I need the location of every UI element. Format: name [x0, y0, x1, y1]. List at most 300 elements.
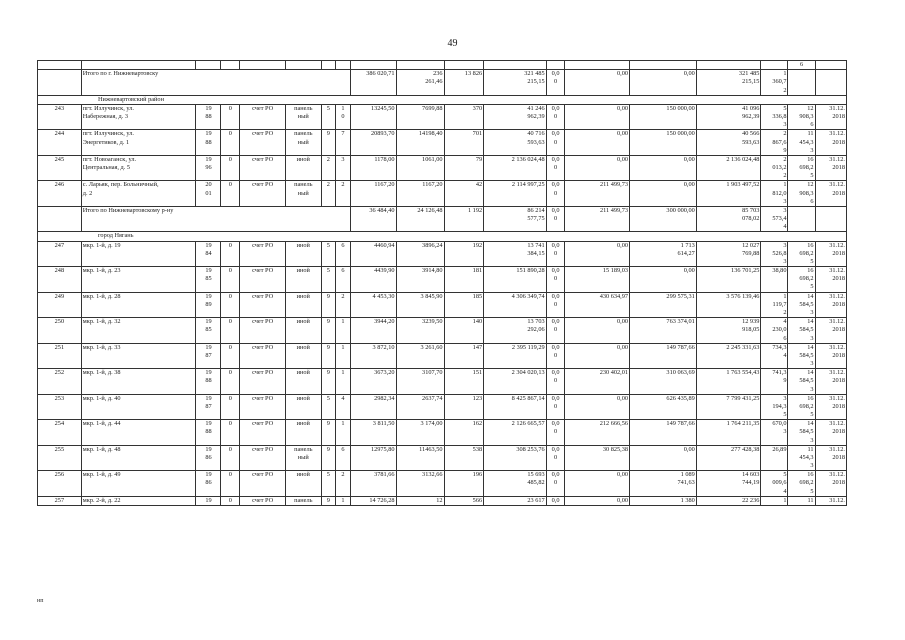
table-row — [38, 471, 847, 497]
cell-wall: панель ный — [286, 181, 321, 207]
cell-addr: пгт. Излучинск, ул. Энергетиков, д. 1 — [81, 130, 196, 156]
cell-num: 252 — [38, 369, 82, 395]
cell-f4: 1 763 554,43 — [696, 369, 761, 395]
cell-acc: счет РО — [240, 292, 286, 318]
cell-ent: 3 — [336, 155, 351, 181]
header-row — [38, 61, 847, 70]
cell-addr: пгт. Новоаганск, ул. Центральная, д. 5 — [81, 155, 196, 181]
cell-due: 31.12. 2018 — [815, 343, 846, 369]
cell-f2: 0,00 — [565, 471, 630, 497]
cell-v7: 300 000,00 — [630, 206, 697, 232]
cell-a2: 3 261,60 — [396, 343, 444, 369]
cell-f4: 41 096 962,39 — [696, 104, 761, 130]
cell-f4: 12 939 918,05 — [696, 318, 761, 344]
cell-wall: иной — [286, 420, 321, 446]
empty-cell — [38, 70, 82, 96]
cell-u2: 12 908,3 6 — [788, 104, 815, 130]
cell-cost: 2 395 119,29 — [484, 343, 547, 369]
table-row — [38, 155, 847, 181]
section-title-row — [38, 232, 847, 241]
table-row — [38, 343, 847, 369]
cell-u2: 14 584,5 3 — [788, 420, 815, 446]
cell-res: 181 — [444, 267, 484, 293]
cell-v3: 13 826 — [444, 70, 484, 96]
cell-fl: 9 — [321, 496, 336, 505]
cell-num: 249 — [38, 292, 82, 318]
column-number: 6 — [788, 61, 815, 70]
cell-f3: 0,00 — [630, 267, 697, 293]
cell-f3: 310 063,69 — [630, 369, 697, 395]
section-title: город Нягань — [38, 232, 847, 241]
cell-num: 255 — [38, 445, 82, 471]
table-row — [38, 394, 847, 420]
cell-u2: 16 698,2 5 — [788, 394, 815, 420]
cell-year: 19 88 — [196, 130, 221, 156]
cell-v3: 1 192 — [444, 206, 484, 232]
cell-f2: 30 825,38 — [565, 445, 630, 471]
cell-cost: 15 693 485,82 — [484, 471, 547, 497]
cell-z: 0 — [221, 267, 240, 293]
cell-fl: 5 — [321, 104, 336, 130]
cell-res: 79 — [444, 155, 484, 181]
cell-v6: 211 499,73 — [565, 206, 630, 232]
cell-v8: 85 703 078,02 — [696, 206, 761, 232]
cell-num: 246 — [38, 181, 82, 207]
cell-fl: 2 — [321, 155, 336, 181]
cell-f2: 230 402,01 — [565, 369, 630, 395]
cell-due: 31.12. 2018 — [815, 471, 846, 497]
cell-v5: 0,0 0 — [546, 206, 565, 232]
cell-f3: 299 575,31 — [630, 292, 697, 318]
cell-res: 42 — [444, 181, 484, 207]
cell-f3: 150 000,00 — [630, 104, 697, 130]
cell-wall: иной — [286, 343, 321, 369]
cell-z: 0 — [221, 155, 240, 181]
cell-year: 19 89 — [196, 292, 221, 318]
total-label: Итого по г. Нижневартовску — [81, 70, 350, 96]
table-row — [38, 130, 847, 156]
cell-addr: мкр. 1-й, д. 28 — [81, 292, 196, 318]
cell-v8: 321 485 215,15 — [696, 70, 761, 96]
cell-a1: 3673,20 — [350, 369, 396, 395]
cell-addr: мкр. 1-й, д. 32 — [81, 318, 196, 344]
cell-cost: 4 306 349,74 — [484, 292, 547, 318]
cell-f1: 0,0 0 — [546, 318, 565, 344]
cell-year: 20 01 — [196, 181, 221, 207]
cell-ent: 2 — [336, 181, 351, 207]
cell-u2: 14 584,5 3 — [788, 369, 815, 395]
cell-due: 31.12. 2018 — [815, 104, 846, 130]
cell-z: 0 — [221, 369, 240, 395]
cell-f4: 277 428,38 — [696, 445, 761, 471]
cell-num: 250 — [38, 318, 82, 344]
table-row — [38, 241, 847, 267]
cell-v2: 24 126,48 — [396, 206, 444, 232]
cell-f1: 0,0 0 — [546, 155, 565, 181]
cell-a1: 20893,70 — [350, 130, 396, 156]
cell-u2: 12 908,3 6 — [788, 181, 815, 207]
cell-due: 31.12. 2018 — [815, 267, 846, 293]
cell-acc: счет РО — [240, 471, 286, 497]
footer-note: нп — [37, 598, 44, 604]
cell-acc: счет РО — [240, 445, 286, 471]
cell-acc: счет РО — [240, 369, 286, 395]
cell-z: 0 — [221, 394, 240, 420]
cell-ent: 7 — [336, 130, 351, 156]
cell-f1: 0,0 0 — [546, 369, 565, 395]
cell-a2: 1061,00 — [396, 155, 444, 181]
cell-z: 0 — [221, 420, 240, 446]
cell-ent: 1 — [336, 369, 351, 395]
cell-u1: 26,89 — [761, 445, 788, 471]
cell-f3: 1 380 — [630, 496, 697, 505]
cell-a2: 3 845,90 — [396, 292, 444, 318]
cell-v5: 0,0 0 — [546, 70, 565, 96]
cell-z: 0 — [221, 241, 240, 267]
cell-res: 162 — [444, 420, 484, 446]
cell-f1: 0,0 0 — [546, 445, 565, 471]
cell-f2: 0,00 — [565, 394, 630, 420]
cell-wall: иной — [286, 369, 321, 395]
cell-f3: 150 000,00 — [630, 130, 697, 156]
cell-fl: 9 — [321, 130, 336, 156]
cell-u2: 11 454,3 3 — [788, 445, 815, 471]
cell-year: 19 96 — [196, 155, 221, 181]
cell-res: 196 — [444, 471, 484, 497]
cell-cost: 308 253,76 — [484, 445, 547, 471]
cell-f2: 211 499,73 — [565, 181, 630, 207]
cell-addr: мкр. 1-й, д. 40 — [81, 394, 196, 420]
cell-v1: 36 484,40 — [350, 206, 396, 232]
cell-wall: панель — [286, 496, 321, 505]
cell-wall: иной — [286, 241, 321, 267]
cell-f3: 149 787,66 — [630, 420, 697, 446]
table-row — [38, 369, 847, 395]
cell-f2: 430 634,97 — [565, 292, 630, 318]
empty-cell — [38, 206, 82, 232]
cell-fl: 5 — [321, 394, 336, 420]
cell-z: 0 — [221, 130, 240, 156]
cell-acc: счет РО — [240, 343, 286, 369]
cell-wall: иной — [286, 292, 321, 318]
cell-f2: 0,00 — [565, 130, 630, 156]
cell-f1: 0,0 0 — [546, 241, 565, 267]
cell-addr: мкр. 2-й, д. 22 — [81, 496, 196, 505]
cell-fl: 5 — [321, 471, 336, 497]
cell-f1: 0,0 0 — [546, 343, 565, 369]
cell-f1: 0,0 0 — [546, 394, 565, 420]
cell-u2: 16 698,2 5 — [788, 241, 815, 267]
cell-res: 192 — [444, 241, 484, 267]
cell-u1: 1 — [761, 496, 788, 505]
cell-cost: 13 703 292,06 — [484, 318, 547, 344]
cell-addr: мкр. 1-й, д. 23 — [81, 267, 196, 293]
section-title-row — [38, 95, 847, 104]
cell-f4: 7 799 431,25 — [696, 394, 761, 420]
cell-acc: счет РО — [240, 104, 286, 130]
cell-v6: 0,00 — [565, 70, 630, 96]
cell-cost: 2 136 024,48 — [484, 155, 547, 181]
cell-v11 — [815, 206, 846, 232]
cell-a2: 3132,66 — [396, 471, 444, 497]
cell-f3: 0,00 — [630, 155, 697, 181]
cell-year: 19 88 — [196, 420, 221, 446]
cell-f3: 1 089 741,63 — [630, 471, 697, 497]
cell-wall: панель ный — [286, 104, 321, 130]
cell-f3: 763 374,01 — [630, 318, 697, 344]
cell-u2: 14 584,5 3 — [788, 318, 815, 344]
cell-u2: 11 454,3 3 — [788, 130, 815, 156]
cell-ent: 1 — [336, 496, 351, 505]
cell-due: 31.12. 2018 — [815, 318, 846, 344]
cell-f4: 3 576 139,46 — [696, 292, 761, 318]
cell-year: 19 85 — [196, 267, 221, 293]
cell-ent: 2 — [336, 292, 351, 318]
cell-u1: 5 336,8 3 — [761, 104, 788, 130]
cell-addr: мкр. 1-й, д. 49 — [81, 471, 196, 497]
cell-fl: 5 — [321, 241, 336, 267]
cell-res: 147 — [444, 343, 484, 369]
cell-cost: 2 114 997,25 — [484, 181, 547, 207]
cell-f1: 0,0 0 — [546, 130, 565, 156]
cell-u2: 14 584,5 3 — [788, 343, 815, 369]
cell-u1: 1 119,7 2 — [761, 292, 788, 318]
cell-ent: 4 — [336, 394, 351, 420]
cell-z: 0 — [221, 343, 240, 369]
cell-wall: панель ный — [286, 445, 321, 471]
cell-u1: 670,0 3 — [761, 420, 788, 446]
cell-f2: 0,00 — [565, 241, 630, 267]
cell-cost: 2 126 665,57 — [484, 420, 547, 446]
cell-f4: 22 236 — [696, 496, 761, 505]
cell-due: 31.12. 2018 — [815, 369, 846, 395]
cell-f4: 1 764 211,35 — [696, 420, 761, 446]
cell-f2: 0,00 — [565, 343, 630, 369]
cell-due: 31.12. 2018 — [815, 420, 846, 446]
cell-num: 247 — [38, 241, 82, 267]
cell-v10 — [788, 70, 815, 96]
cell-z: 0 — [221, 292, 240, 318]
cell-num: 257 — [38, 496, 82, 505]
cell-due: 31.12. 2018 — [815, 292, 846, 318]
cell-fl: 2 — [321, 181, 336, 207]
cell-u1: 741,3 9 — [761, 369, 788, 395]
cell-a2: 1167,20 — [396, 181, 444, 207]
cell-a2: 7699,88 — [396, 104, 444, 130]
cell-year: 19 — [196, 496, 221, 505]
table-row — [38, 292, 847, 318]
table-row — [38, 420, 847, 446]
cell-acc: счет РО — [240, 241, 286, 267]
cell-z: 0 — [221, 181, 240, 207]
cell-acc: счет РО — [240, 496, 286, 505]
cell-num: 251 — [38, 343, 82, 369]
cell-addr: пгт. Излучинск, ул. Набережная, д. 3 — [81, 104, 196, 130]
cell-num: 245 — [38, 155, 82, 181]
table-row — [38, 496, 847, 505]
cell-a2: 3239,50 — [396, 318, 444, 344]
cell-fl: 9 — [321, 343, 336, 369]
cell-a2: 11463,50 — [396, 445, 444, 471]
cell-cost: 2 304 020,13 — [484, 369, 547, 395]
cell-ent: 2 — [336, 471, 351, 497]
cell-v9: 3 573,4 4 — [761, 206, 788, 232]
cell-a2: 3914,80 — [396, 267, 444, 293]
total-label: Итого по Нижневартовскому р-ну — [81, 206, 350, 232]
cell-a2: 2637,74 — [396, 394, 444, 420]
cell-f4: 14 603 744,19 — [696, 471, 761, 497]
cell-ent: 1 — [336, 318, 351, 344]
cell-year: 19 85 — [196, 318, 221, 344]
cell-wall: иной — [286, 394, 321, 420]
cell-a1: 3 872,10 — [350, 343, 396, 369]
cell-year: 19 86 — [196, 471, 221, 497]
cell-z: 0 — [221, 471, 240, 497]
table-row — [38, 445, 847, 471]
cell-u1: 5 009,6 4 — [761, 471, 788, 497]
cell-z: 0 — [221, 104, 240, 130]
cell-acc: счет РО — [240, 420, 286, 446]
cell-year: 19 88 — [196, 369, 221, 395]
cell-fl: 9 — [321, 318, 336, 344]
cell-due: 31.12. 2018 — [815, 181, 846, 207]
cell-a1: 14 726,28 — [350, 496, 396, 505]
cell-a1: 3 811,50 — [350, 420, 396, 446]
cell-f4: 2 245 331,63 — [696, 343, 761, 369]
cell-a1: 3944,20 — [350, 318, 396, 344]
cell-num: 244 — [38, 130, 82, 156]
cell-cost: 8 425 867,14 — [484, 394, 547, 420]
cell-cost: 151 890,28 — [484, 267, 547, 293]
cell-f1: 0,0 0 — [546, 104, 565, 130]
cell-f1: 0,0 0 — [546, 471, 565, 497]
cell-a1: 3781,66 — [350, 471, 396, 497]
cell-res: 140 — [444, 318, 484, 344]
repair-program-table — [37, 60, 847, 506]
cell-acc: счет РО — [240, 267, 286, 293]
total-row — [38, 206, 847, 232]
cell-u1: 3 526,8 3 — [761, 241, 788, 267]
cell-f3: 1 713 614,27 — [630, 241, 697, 267]
table-row — [38, 181, 847, 207]
cell-u2: 11 — [788, 496, 815, 505]
cell-num: 254 — [38, 420, 82, 446]
cell-addr: мкр. 1-й, д. 33 — [81, 343, 196, 369]
cell-ent: 6 — [336, 241, 351, 267]
cell-acc: счет РО — [240, 394, 286, 420]
cell-year: 19 86 — [196, 445, 221, 471]
table-row — [38, 318, 847, 344]
cell-acc: счет РО — [240, 155, 286, 181]
cell-z: 0 — [221, 445, 240, 471]
cell-wall: иной — [286, 155, 321, 181]
cell-wall: панель ный — [286, 130, 321, 156]
cell-res: 123 — [444, 394, 484, 420]
cell-ent: 6 — [336, 445, 351, 471]
cell-fl: 5 — [321, 267, 336, 293]
cell-ent: 1 — [336, 420, 351, 446]
cell-due: 31.12. 2018 — [815, 241, 846, 267]
cell-cost: 41 246 962,39 — [484, 104, 547, 130]
page-number: 49 — [447, 38, 458, 49]
cell-a2: 14198,40 — [396, 130, 444, 156]
cell-wall: иной — [286, 471, 321, 497]
cell-fl: 9 — [321, 445, 336, 471]
cell-u1: 1 812,0 3 — [761, 181, 788, 207]
cell-fl: 9 — [321, 292, 336, 318]
cell-cost: 13 741 384,15 — [484, 241, 547, 267]
cell-f2: 0,00 — [565, 155, 630, 181]
cell-ent: 1 — [336, 343, 351, 369]
cell-u1: 4 230,0 6 — [761, 318, 788, 344]
cell-f3: 0,00 — [630, 181, 697, 207]
cell-f4: 12 027 769,88 — [696, 241, 761, 267]
cell-acc: счет РО — [240, 130, 286, 156]
cell-res: 566 — [444, 496, 484, 505]
cell-f4: 1 903 497,52 — [696, 181, 761, 207]
cell-due: 31.12. 2018 — [815, 130, 846, 156]
cell-res: 538 — [444, 445, 484, 471]
cell-f3: 626 435,89 — [630, 394, 697, 420]
cell-v10 — [788, 206, 815, 232]
cell-z: 0 — [221, 496, 240, 505]
cell-addr: мкр. 1-й, д. 48 — [81, 445, 196, 471]
table-row — [38, 104, 847, 130]
total-row — [38, 70, 847, 96]
cell-f1: 0,0 0 — [546, 292, 565, 318]
cell-u1: 734,3 4 — [761, 343, 788, 369]
cell-num: 248 — [38, 267, 82, 293]
cell-res: 185 — [444, 292, 484, 318]
cell-u1: 38,80 — [761, 267, 788, 293]
cell-ent: 1 0 — [336, 104, 351, 130]
cell-u2: 16 698,2 5 — [788, 267, 815, 293]
cell-addr: мкр. 1-й, д. 38 — [81, 369, 196, 395]
cell-a1: 2982,34 — [350, 394, 396, 420]
cell-f3: 149 787,66 — [630, 343, 697, 369]
cell-due: 31.12. — [815, 496, 846, 505]
cell-fl: 9 — [321, 369, 336, 395]
cell-v1: 386 020,71 — [350, 70, 396, 96]
cell-f4: 40 566 593,63 — [696, 130, 761, 156]
cell-f2: 212 666,56 — [565, 420, 630, 446]
cell-z: 0 — [221, 318, 240, 344]
cell-f4: 136 701,25 — [696, 267, 761, 293]
section-title: Нижневартовский район — [38, 95, 847, 104]
cell-due: 31.12. 2018 — [815, 445, 846, 471]
cell-num: 253 — [38, 394, 82, 420]
cell-f1: 0,0 0 — [546, 181, 565, 207]
cell-acc: счет РО — [240, 318, 286, 344]
cell-a1: 1167,20 — [350, 181, 396, 207]
cell-a1: 1178,00 — [350, 155, 396, 181]
cell-f2: 0,00 — [565, 496, 630, 505]
cell-cost: 40 716 593,63 — [484, 130, 547, 156]
cell-a1: 4460,94 — [350, 241, 396, 267]
cell-acc: счет РО — [240, 181, 286, 207]
cell-u2: 16 698,2 5 — [788, 471, 815, 497]
cell-a2: 3 174,00 — [396, 420, 444, 446]
cell-f2: 15 189,03 — [565, 267, 630, 293]
cell-v7: 0,00 — [630, 70, 697, 96]
cell-a1: 12975,80 — [350, 445, 396, 471]
cell-addr: мкр. 1-й, д. 44 — [81, 420, 196, 446]
cell-f4: 2 136 024,48 — [696, 155, 761, 181]
cell-cost: 23 617 — [484, 496, 547, 505]
cell-res: 701 — [444, 130, 484, 156]
cell-u1: 3 194,3 5 — [761, 394, 788, 420]
cell-fl: 9 — [321, 420, 336, 446]
